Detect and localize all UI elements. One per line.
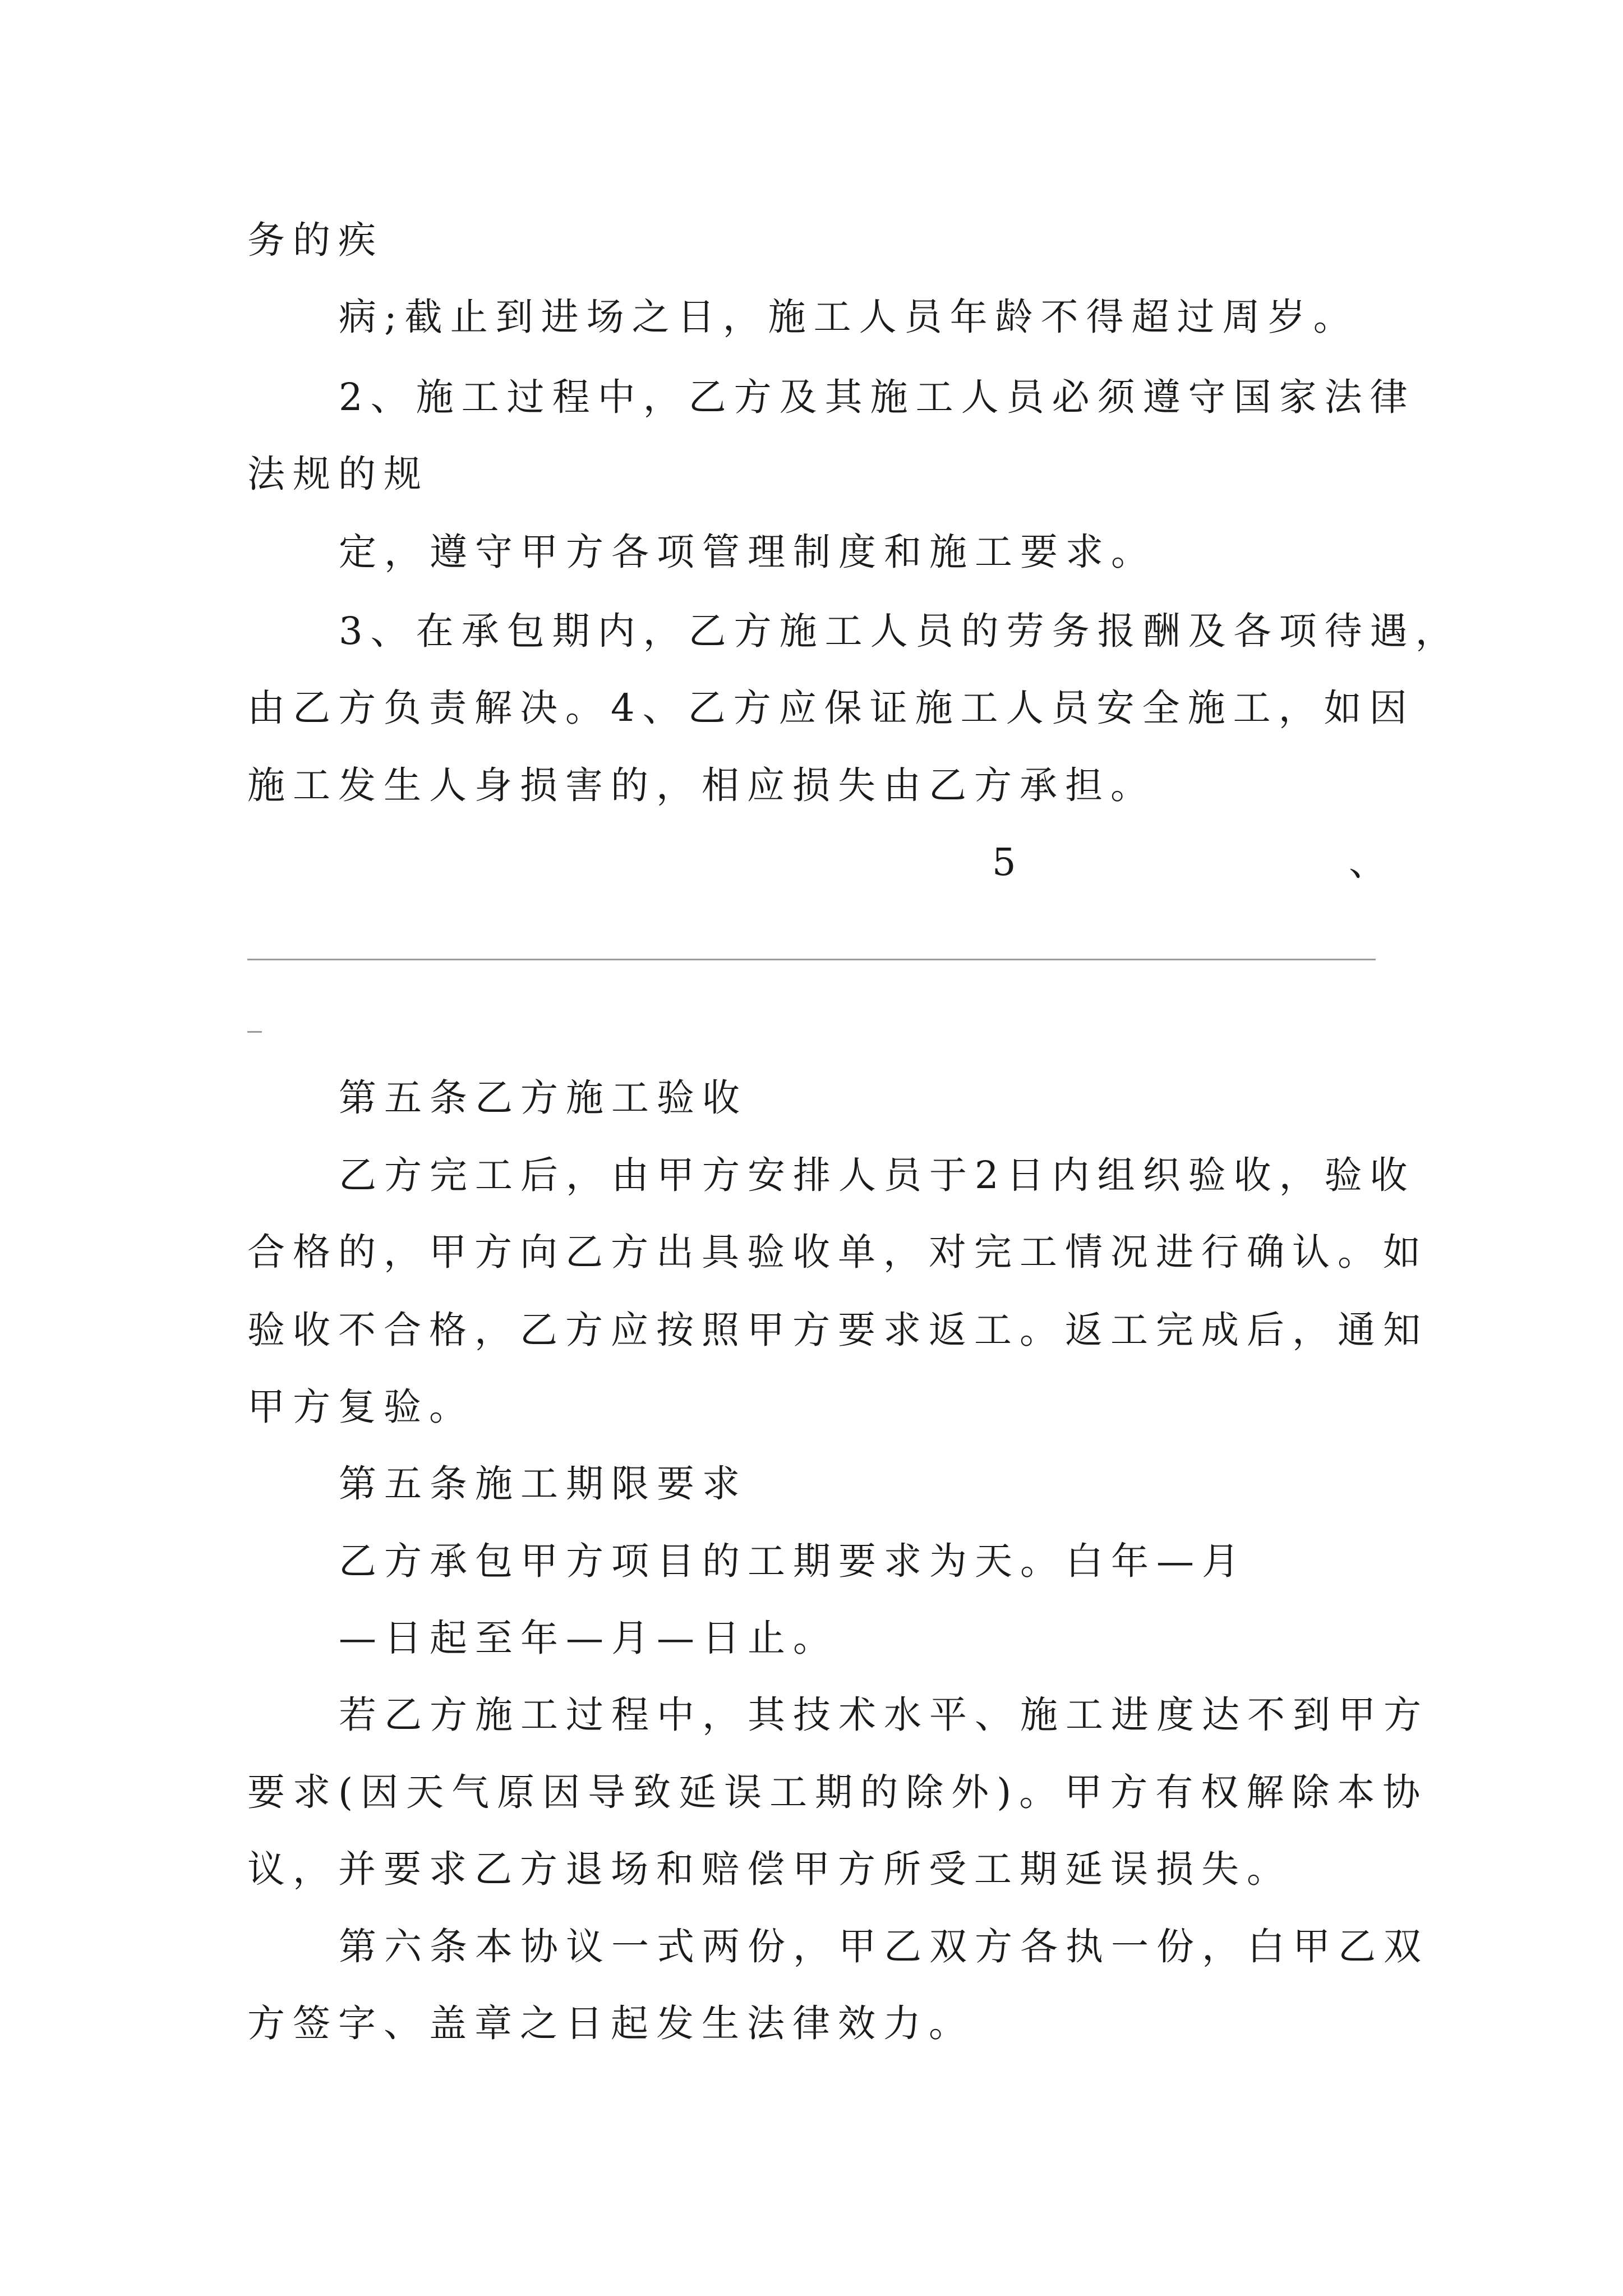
text-line: 议，并要求乙方退场和赔偿甲方所受工期延误损失。 [247,1847,1292,1891]
text-line: 务的疾 [247,218,384,262]
text-line: 要求(因天气原因导致延误工期的除外)。甲方有权解除本协 [247,1770,1428,1814]
text-line: —日起至年—月—日止。 [339,1616,838,1660]
text-line: 法规的规 [247,452,429,496]
text-line: 定，遵守甲方各项管理制度和施工要求。 [339,530,1156,574]
divider-dash [247,1031,262,1033]
section-heading: 第五条乙方施工验收 [339,1076,748,1120]
section-heading: 第五条施工期限要求 [339,1462,748,1506]
text-line: 3、在承包期内，乙方施工人员的劳务报酬及各项待遇， [339,609,1461,653]
text-line: 乙方完工后，由甲方安排人员于2日内组织验收，验收 [339,1153,1415,1197]
text-line: 病;截止到进场之日，施工人员年龄不得超过周岁。 [339,295,1359,339]
text-line: 若乙方施工过程中，其技术水平、施工进度达不到甲方 [339,1693,1429,1737]
text-line: 乙方承包甲方项目的工期要求为天。白年—月 [339,1539,1247,1583]
text-line: 由乙方负责解决。4、乙方应保证施工人员安全施工，如因 [247,686,1415,730]
text-line: 第六条本协议一式两份，甲乙双方各执一份，白甲乙双 [339,1925,1429,1968]
text-line: 2、施工过程中，乙方及其施工人员必须遵守国家法律 [339,375,1415,419]
text-line: 甲方复验。 [247,1385,474,1429]
divider-rule [247,959,1376,960]
text-line: 合格的，甲方向乙方出具验收单，对完工情况进行确认。如 [247,1230,1428,1274]
text-line: 方签字、盖章之日起发生法律效力。 [247,2001,974,2045]
item-mark: 、 [1349,840,1386,884]
text-line: 施工发生人身损害的，相应损失由乙方承担。 [247,763,1156,807]
text-line: 验收不合格，乙方应按照甲方要求返工。返工完成后，通知 [247,1308,1428,1352]
item-number: 5 [992,840,1016,884]
